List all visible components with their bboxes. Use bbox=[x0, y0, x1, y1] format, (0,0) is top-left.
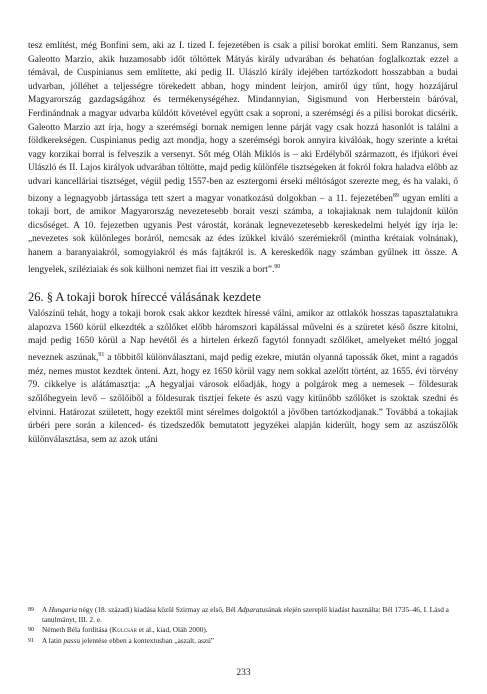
footnote-number: 91 bbox=[28, 637, 34, 644]
footnote-part: Németh Béla fordítása ( bbox=[42, 625, 112, 635]
footnote-part: négy (18. századi) kiadása közül Szirmay az első, Bél bbox=[77, 605, 238, 614]
paragraph-text: ugyan említi a tokaji bort, de amikor Magyarország nevezetesebb borait veszi számba, a tokajiaknak nem tulajdonít külön dicsőséget. A 10. fejezetben ugyanis Pest várostát, korának legnevezetesebb kereskedelmi helyét így írja le: „nevezetes sok különleges boráról, nemcsak az édes ízükkel kiváló szerémiekről (mintha krétaiak volnának), hanem a baranyaiakról, somogyiakról és más fajtákról is. A kereskedők nagy számban gyűlnek itt össze. A lengyelek, sziléziaiak és sok külhoni nemzet fiai itt veszik a bort”. bbox=[28, 193, 459, 275]
footnote-ref: 89 bbox=[392, 192, 399, 199]
footnote-ref: 91 bbox=[98, 352, 105, 359]
footnote-part: A bbox=[42, 605, 49, 614]
paragraph-text: a többitől különválasztani, majd pedig ezekre, miután olyanná tapossák őket, mint a ragadós méz, nemes mustot kezdtek önteni. Azt, hogy ez 1650 körül vagy nem sokkal azelőtt történt, az 1655. évi törvény 79. cikkelye is alátámasztja: „A hegyaljai városok előadják, hogy a polgárok meg a nemesek – földesurak szőlőhegyein levő – szőlőiből a földesurak tisztjei fekete és aszú vagy kitűnőbb szőlőket is szoktak szedni és elvinni. Határozat született, hogy ezektől mint sérelmes dolgoktól a jövőben tartózkodjanak.” Továbbá a tokajiak úrbéri pere során a kilenced- és tizedszedők bemutatott jegyzékei alapján kiderült, hogy sem az aszúszőlők különválasztása, sem az azok utáni bbox=[28, 353, 458, 445]
footnote-part: et al., kiad, Oláh 2000). bbox=[136, 625, 208, 635]
footnote-text bbox=[42, 636, 458, 646]
paragraph-text: Valószínű tehát, hogy a tokaji borok csak akkor kezdtek híressé válni, amikor az ottlakók hosszas tapasztalatukra alapozva 1560 körül elkezdték a szőlőket előbb háromszori kapálással művelni és a szüretet késő őszre kitolni, majd pedig 1650 körül a Nap hevétől és a hirtelen érkező fagytól fonnyadt szőlőket, amelyeket méltó joggal neveznek aszúnak, bbox=[28, 309, 458, 364]
footnote-italic: Adparatus bbox=[237, 605, 268, 614]
footnote-smallcaps: Kulcsár bbox=[111, 625, 137, 635]
footnote bbox=[28, 625, 458, 635]
footnote bbox=[28, 605, 458, 625]
paragraph bbox=[28, 40, 458, 277]
footnotes bbox=[28, 605, 458, 646]
footnote-number: 90 bbox=[28, 627, 34, 634]
main-text bbox=[28, 40, 458, 447]
footnote-number: 89 bbox=[28, 607, 34, 613]
section-paragraph bbox=[28, 308, 458, 447]
footnote-part: jelentése ebben a kontextusban „aszalt, aszú” bbox=[80, 635, 215, 645]
footnote-italic: passu bbox=[63, 635, 81, 645]
footnote-text bbox=[42, 605, 458, 625]
footnote-italic: Hungaria bbox=[48, 605, 78, 614]
footnote bbox=[28, 636, 458, 646]
paragraph-text: tesz említést, még Bonfini sem, aki az I. tized I. fejezetében is csak a pilisi borokat említi. Sem Ranzanus, sem Galeotto Marzio, akik huzamosabb időt töltöttek Mátyás király udvarában és behatóan foglalkoztak ezzel a témával, de Cuspinianus sem említette, aki pedig II. Ulászló király idejében tartózkodott hosszabban a budai udvarban, jólléhet a teljességre törekedett abban, hogy mindent leírjon, amiről úgy tűnt, hogy hozzájárul Magyarország gazdagságához és termékenységéhez. Mindannyian, Sigismund von Herberstein báróval, Ferdinándnak a magyar udvarba küldött követével együtt csak a soproni, a szerémségi és a pilisi borokat dicsérik. Galeotto Marzio azt írja, hogy a szerémségi bornak nemigen lenne párját vagy csak hozzá hasonlót is találni a földkerekségen. Cuspinianus pedig azt mondja, hogy a szerémségi borok annyira kiválóak, hogy szerinte a krétai vagy korzikai borral is felveszik a versenyt. Sőt még Oláh Miklós is – aki Erdélyből származott, és ifjúkori évei Ulászló és II. Lajos királyok udvarában töltötte, majd pedig különféle tisztségeken át fokról fokra haladva előbb az udvari kancelláriai tisztséget, végül pedig 1557-ben az esztergomi érseki méltóságot szerezte meg, és ha valaki, ő bizony a legnagyobb jártassága tett szert a magyar vonatkozású dolgokban – a 11. fejezetében bbox=[28, 41, 458, 204]
footnote-text bbox=[42, 625, 458, 635]
section-heading: 26. § A tokaji borok hírессé válásának kezdete bbox=[28, 290, 261, 305]
footnote-part: ának elején szereplő kiadást használta: Bél 1735–46, I. Lásd a tanulmányt, III. 2. e. bbox=[42, 605, 449, 625]
page-number: 233 bbox=[236, 668, 251, 678]
footnote-part: A latin bbox=[42, 635, 64, 645]
footnote-ref: 90 bbox=[274, 263, 281, 270]
